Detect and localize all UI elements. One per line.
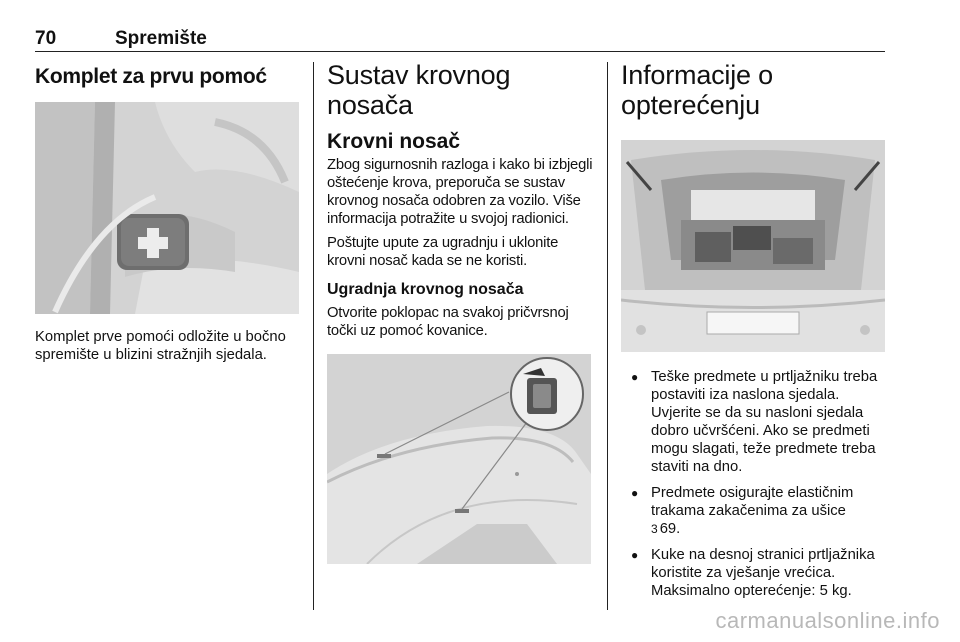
load-info-heading: Informacije o opterećenju bbox=[621, 60, 773, 120]
roof-rack-paragraph-3: Otvorite poklopac na svakoj pričvrsnoj točki uz pomoć kovanice. bbox=[327, 305, 569, 339]
page-reference-icon: 3 bbox=[651, 522, 658, 536]
first-aid-heading: Komplet za prvu pomoć bbox=[35, 65, 267, 88]
first-aid-kit-illustration bbox=[35, 102, 299, 314]
page-header bbox=[35, 28, 885, 52]
roof-rack-paragraph-1: Zbog sigurnosnih razloga i kako bi izbjegli oštećenje krova, preporuča se sustav krovnog nosača odobren za vozilo. Više informacija potražite u svojoj radionici. bbox=[327, 157, 593, 227]
page-number: 70 bbox=[35, 28, 57, 49]
roof-rack-subheading: Krovni nosač bbox=[327, 130, 461, 153]
column-first-aid bbox=[35, 60, 299, 364]
list-item: ● Predmete osigurajte elastičnim trakama zakačenima za ušice 3 69. bbox=[631, 485, 854, 537]
roof-rack-system-heading: Sustav krovnog nosača bbox=[327, 60, 511, 120]
bullet-icon: ● bbox=[631, 370, 639, 384]
list-item: ● Teške predmete u prtljažniku treba postaviti iza naslona sjedala. Uvjerite se da su nasloni sjedala dobro učvršćeni. Ako se predmeti mogu slagati, teže predmete treba staviti na dno. bbox=[631, 369, 878, 475]
watermark: carmanualsonline.info bbox=[715, 608, 940, 633]
roof-rack-paragraph-2: Poštujte upute za ugradnju i uklonite krovni nosač kada se ne koristi. bbox=[327, 235, 559, 269]
column-roof-rack bbox=[327, 60, 595, 564]
luggage-compartment-illustration bbox=[621, 140, 885, 352]
roof-mount-illustration bbox=[327, 354, 591, 564]
column-load-info bbox=[621, 60, 887, 608]
page-reference[interactable]: 69. bbox=[659, 521, 681, 537]
bullet-icon: ● bbox=[631, 548, 639, 562]
first-aid-caption: Komplet prve pomoći odložite u bočno spremište u blizini stražnjih sjedala. bbox=[35, 329, 286, 363]
roof-rack-install-heading: Ugradnja krovnog nosača bbox=[327, 281, 524, 298]
list-item: ● Kuke na desnoj stranici prtljažnika koristite za vješanje vrećica. Maksimalno opterećenje: 5 kg. bbox=[631, 547, 875, 599]
column-divider-2 bbox=[607, 62, 608, 610]
bullet-icon: ● bbox=[631, 486, 639, 500]
chapter-title: Spremište bbox=[115, 28, 207, 49]
load-info-list bbox=[621, 368, 887, 600]
column-divider-1 bbox=[313, 62, 314, 610]
